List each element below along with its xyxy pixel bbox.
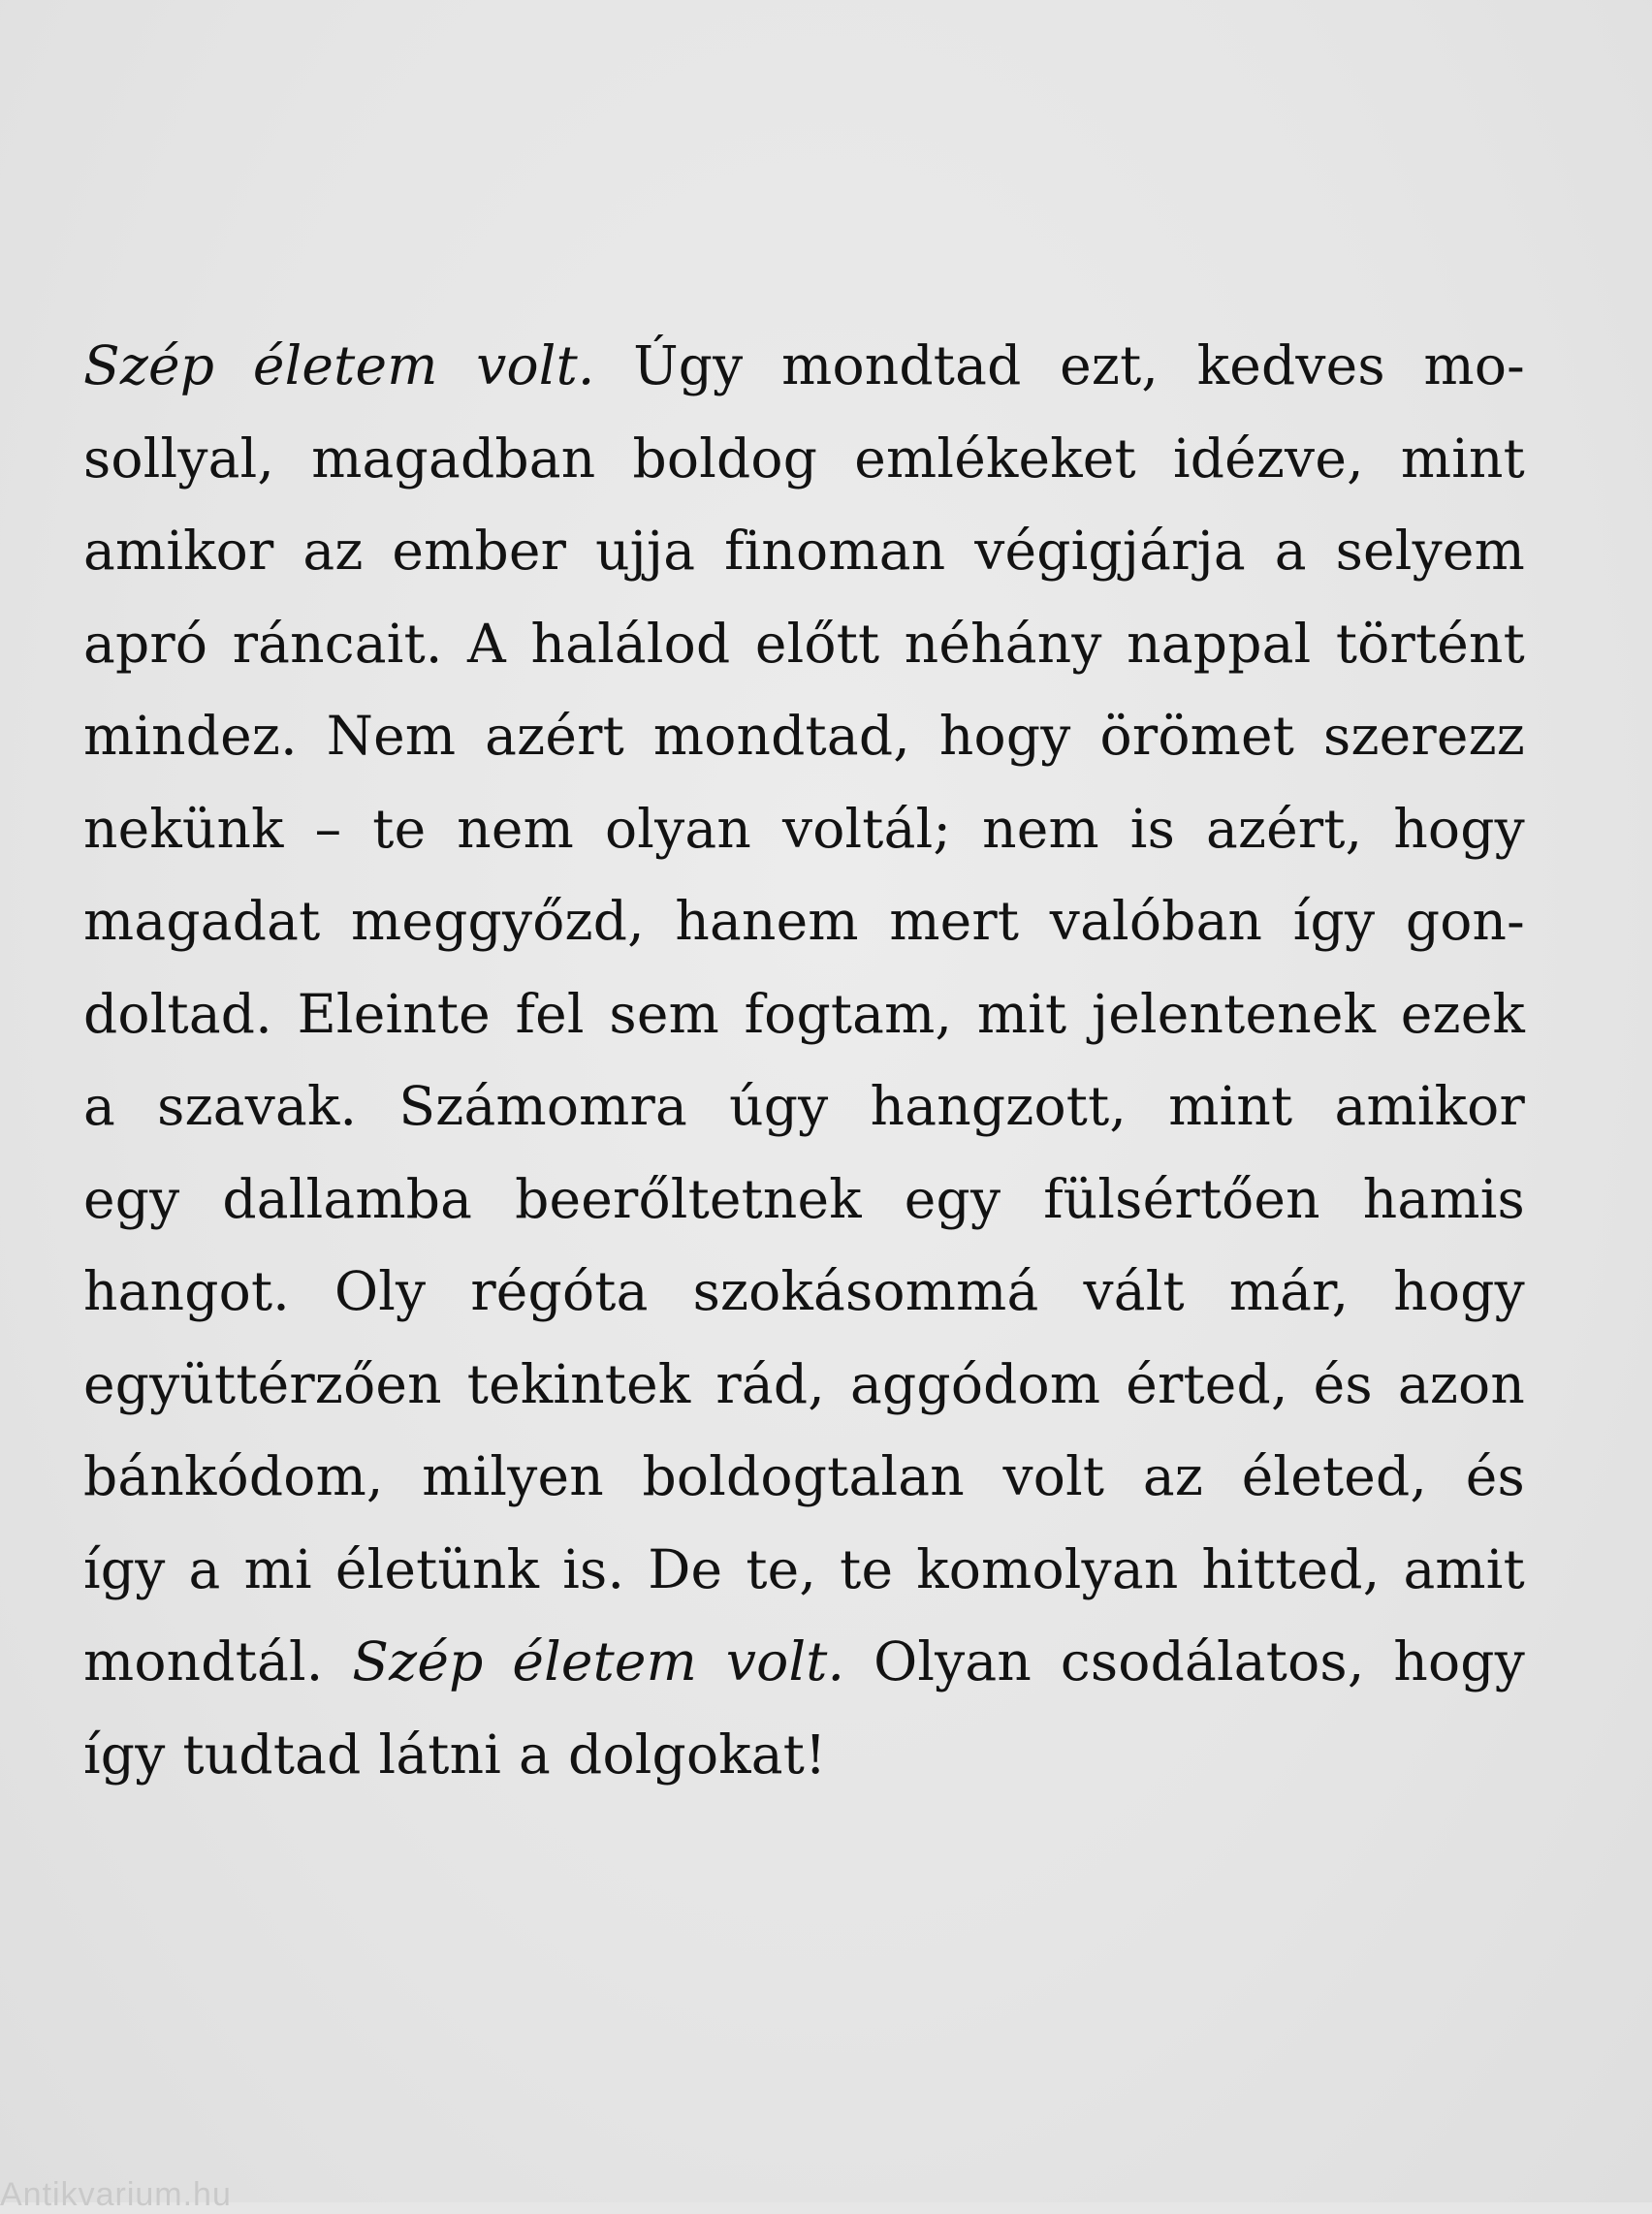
word: mondtál. — [83, 1630, 324, 1692]
text-line — [83, 520, 1525, 613]
word: dolgokat! — [568, 1723, 827, 1786]
word: így — [83, 1537, 166, 1600]
word: és — [1313, 1352, 1373, 1415]
word: Számomra — [398, 1075, 687, 1137]
word: amit — [1403, 1537, 1525, 1600]
italic-word: Szép — [83, 334, 215, 396]
word: valóban — [1049, 890, 1263, 952]
text-line — [83, 1260, 1525, 1353]
word: hogy — [1393, 1630, 1525, 1692]
text-line — [83, 334, 1525, 427]
word: dallamba — [222, 1167, 473, 1230]
text-line — [83, 1168, 1525, 1261]
word: selyem — [1335, 520, 1525, 582]
word: életed, — [1241, 1445, 1428, 1507]
word: magadat — [83, 890, 321, 952]
word: A — [467, 612, 506, 675]
word: amikor — [1334, 1075, 1525, 1137]
word: mit — [976, 982, 1067, 1045]
text-line — [83, 1724, 1525, 1817]
word: hamis — [1362, 1167, 1525, 1230]
word: Nem — [326, 705, 457, 767]
word: sollyal, — [83, 427, 275, 490]
word: kedves — [1196, 334, 1385, 396]
word: életünk — [334, 1537, 540, 1600]
word: te, — [746, 1537, 817, 1600]
word: – — [314, 797, 342, 860]
word: előtt — [754, 612, 880, 675]
word: az — [302, 520, 364, 582]
text-line — [83, 1445, 1525, 1538]
word: beerőltetnek — [515, 1167, 862, 1230]
word: az — [1142, 1445, 1204, 1507]
word: szavak. — [157, 1075, 358, 1137]
word: mo- — [1423, 334, 1525, 396]
word: csodálatos, — [1060, 1630, 1365, 1692]
italic-word: volt. — [476, 334, 595, 396]
word: a — [188, 1537, 221, 1600]
word: hogy — [1393, 1260, 1525, 1322]
word: látni — [378, 1723, 502, 1786]
word: aggódom — [850, 1352, 1101, 1415]
text-line — [83, 983, 1525, 1076]
text-line — [83, 798, 1525, 891]
word: nem — [982, 797, 1099, 860]
word: Úgy — [633, 334, 744, 396]
word: is. — [562, 1537, 625, 1600]
word: mindez. — [83, 705, 298, 767]
italic-word: Szép — [352, 1630, 484, 1692]
word: hogy — [1393, 797, 1525, 860]
word: ember — [392, 520, 567, 582]
word: De — [648, 1537, 723, 1600]
text-line — [83, 890, 1525, 983]
text-line — [83, 1630, 1525, 1724]
italic-word: életem — [252, 334, 438, 396]
word: vált — [1083, 1260, 1185, 1322]
word: azért, — [1205, 797, 1363, 860]
word: fülsértően — [1043, 1167, 1320, 1230]
word: történt — [1335, 612, 1525, 675]
word: meggyőzd, — [351, 890, 645, 952]
italic-word: életem — [512, 1630, 698, 1692]
word: doltad. — [83, 982, 272, 1045]
text-line — [83, 1353, 1525, 1446]
word: azért — [485, 705, 624, 767]
word: ezek — [1400, 982, 1525, 1045]
word: te — [372, 797, 427, 860]
text-line — [83, 1075, 1525, 1168]
word: mondtad, — [652, 705, 910, 767]
word: hangot. — [83, 1260, 290, 1322]
italic-word: volt. — [725, 1630, 845, 1692]
word: és — [1465, 1445, 1525, 1507]
word: hogy — [938, 705, 1071, 767]
word: jelentenek — [1092, 982, 1377, 1045]
text-line — [83, 1538, 1525, 1631]
word: hanem — [675, 890, 859, 952]
word: hitted, — [1201, 1537, 1381, 1600]
word: bánkódom, — [83, 1445, 384, 1507]
word: úgy — [729, 1075, 829, 1137]
word: azon — [1397, 1352, 1525, 1415]
word: mert — [889, 890, 1020, 952]
word: Eleinte — [297, 982, 491, 1045]
word: idézve, — [1172, 427, 1364, 490]
word: egy — [904, 1167, 1001, 1230]
word: ráncait. — [232, 612, 443, 675]
word: halálod — [530, 612, 731, 675]
word: sem — [609, 982, 719, 1045]
word: Olyan — [874, 1630, 1032, 1692]
word: a — [1274, 520, 1307, 582]
word: egy — [83, 1167, 180, 1230]
word: is — [1129, 797, 1175, 860]
word: mi — [243, 1537, 312, 1600]
word: nappal — [1127, 612, 1312, 675]
word: komolyan — [916, 1537, 1179, 1600]
text-line — [83, 705, 1525, 798]
word: voltál; — [781, 797, 952, 860]
watermark-text: Antikvarium.hu — [0, 2176, 232, 2213]
word: a — [83, 1075, 115, 1137]
word: szerezz — [1323, 705, 1525, 767]
word: együttérzően — [83, 1352, 442, 1415]
word: így — [83, 1723, 166, 1786]
text-line — [83, 613, 1525, 706]
word: örömet — [1099, 705, 1295, 767]
word: amikor — [83, 520, 274, 582]
word: mondtad — [781, 334, 1022, 396]
word: nem — [457, 797, 575, 860]
word: érted, — [1126, 1352, 1288, 1415]
word: emlékeket — [854, 427, 1136, 490]
word: így — [1292, 890, 1376, 952]
word: ujja — [595, 520, 696, 582]
word: te — [840, 1537, 894, 1600]
word: mint — [1168, 1075, 1293, 1137]
word: régóta — [470, 1260, 649, 1322]
word: már, — [1228, 1260, 1350, 1322]
word: finoman — [724, 520, 946, 582]
word: végigjárja — [974, 520, 1246, 582]
word: tekintek — [466, 1352, 691, 1415]
word: boldogtalan — [642, 1445, 965, 1507]
body-paragraph — [83, 334, 1525, 1816]
word: ezt, — [1060, 334, 1160, 396]
word: fogtam, — [744, 982, 953, 1045]
word: magadban — [311, 427, 596, 490]
word: gon- — [1405, 890, 1525, 952]
word: milyen — [422, 1445, 604, 1507]
word: olyan — [604, 797, 751, 860]
word: mint — [1400, 427, 1525, 490]
word: rád, — [715, 1352, 825, 1415]
word: Oly — [334, 1260, 427, 1322]
word: a — [519, 1723, 552, 1786]
word: nekünk — [83, 797, 284, 860]
word: apró — [83, 612, 208, 675]
word: hangzott, — [870, 1075, 1128, 1137]
word: volt — [1002, 1445, 1105, 1507]
word: tudtad — [182, 1723, 362, 1786]
word: boldog — [632, 427, 818, 490]
word: néhány — [904, 612, 1102, 675]
text-line — [83, 427, 1525, 521]
word: fel — [515, 982, 585, 1045]
word: szokásommá — [692, 1260, 1039, 1322]
